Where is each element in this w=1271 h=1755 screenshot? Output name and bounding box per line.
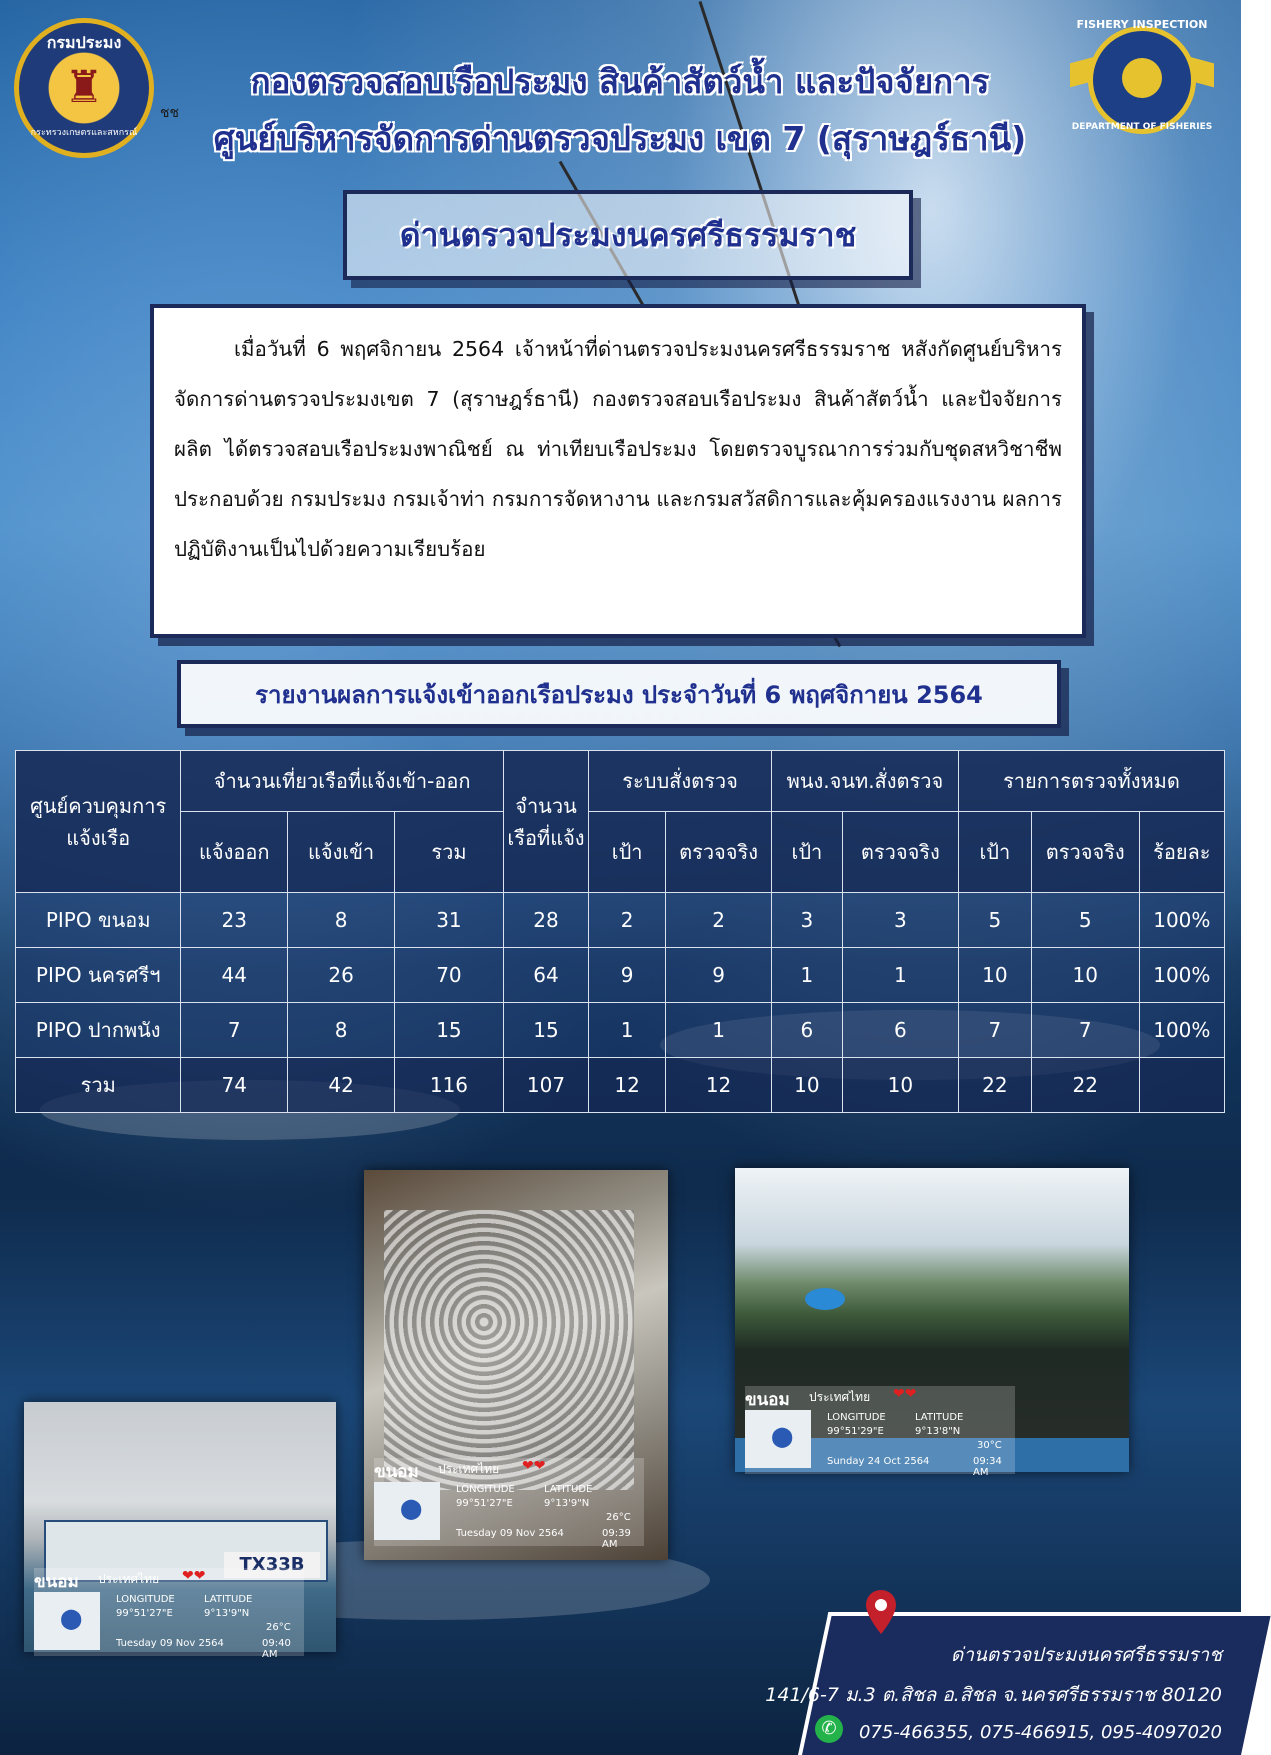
fishing-boat-photo [24, 1402, 336, 1660]
footer-contact [760, 1612, 1230, 1755]
stamp-place: ขนอม [374, 1462, 419, 1482]
office-title: ด่านตรวจประมงนครศรีธรรมราช [399, 215, 857, 254]
cell: 26 [288, 948, 395, 1003]
stamp-temp: 30°C [977, 1440, 1002, 1451]
cell-center: PIPO ปากพนัง [16, 1003, 181, 1058]
seal-emblem-icon: ♜ [64, 62, 104, 113]
stamp-lat-label: LATITUDE [544, 1484, 593, 1495]
stamp-map [374, 1482, 440, 1540]
stamp-date: Tuesday 09 Nov 2564 [456, 1528, 564, 1539]
cell: 1 [589, 1003, 666, 1058]
stamp-place: ขนอม [745, 1390, 790, 1410]
header-all-group: รายการตรวจทั้งหมด [958, 751, 1224, 812]
stamp-lat-label: LATITUDE [204, 1594, 253, 1605]
seal-top-text: กรมประมง [46, 33, 122, 52]
header-in: แจ้งเข้า [288, 812, 395, 893]
header-officer-actual: ตรวจจริง [842, 812, 958, 893]
emblem-top-text: FISHERY INSPECTION [1076, 18, 1208, 31]
header-sum: รวม [395, 812, 504, 893]
cell: 12 [589, 1058, 666, 1113]
seal-suffix-text: ชช [160, 105, 180, 121]
cell: 6 [842, 1003, 958, 1058]
header-all-actual: ตรวจจริง [1031, 812, 1139, 893]
stamp-time: 09:39 AM [602, 1528, 631, 1550]
title-line-1: กองตรวจสอบเรือประมง สินค้าสัตว์น้ำ และปัจจัยการ [250, 62, 990, 101]
heart-icon: ❤❤ [522, 1458, 546, 1474]
header-system-group: ระบบสั่งตรวจ [589, 751, 772, 812]
department-of-fisheries-seal [14, 18, 154, 158]
stamp-lon-label: LONGITUDE [827, 1412, 886, 1423]
stamp-map [745, 1410, 811, 1468]
cell: 8 [288, 1003, 395, 1058]
cell: 23 [181, 893, 288, 948]
header-system-target: เป้า [589, 812, 666, 893]
table-total-row [16, 1058, 1225, 1113]
cell: 42 [288, 1058, 395, 1113]
header-all-target: เป้า [958, 812, 1031, 893]
fish-pile [384, 1210, 634, 1490]
header-system-actual: ตรวจจริง [666, 812, 772, 893]
cell-center: PIPO นครศรีฯ [16, 948, 181, 1003]
cell: 3 [842, 893, 958, 948]
report-title-box [177, 660, 1061, 728]
cell: 107 [503, 1058, 588, 1113]
header-boats: จำนวนเรือที่แจ้ง [503, 751, 588, 893]
footer-office: ด่านตรวจประมงนครศรีธรรมราช [950, 1644, 1222, 1666]
cell: 100% [1139, 1003, 1224, 1058]
cell: 5 [958, 893, 1031, 948]
stamp-country: ประเทศไทย [98, 1572, 160, 1586]
cell: 7 [958, 1003, 1031, 1058]
cell: 116 [395, 1058, 504, 1113]
cell: 70 [395, 948, 504, 1003]
photo-geotag-stamp [34, 1568, 304, 1660]
stamp-country: ประเทศไทย [438, 1462, 500, 1476]
cell: 8 [288, 893, 395, 948]
stamp-time: 09:40 AM [262, 1638, 291, 1660]
stamp-lon: 99°51'27"E [116, 1608, 173, 1619]
photo-geotag-stamp [745, 1386, 1015, 1478]
stamp-lon: 99°51'27"E [456, 1498, 513, 1509]
office-title-box [343, 190, 913, 280]
fishing-net-photo [735, 1168, 1129, 1478]
cell: 100% [1139, 948, 1224, 1003]
footer-phones[interactable]: 075-466355, 075-466915, 095-4097020 [858, 1722, 1222, 1743]
seal-bottom-text: กระทรวงเกษตรและสหกรณ์ [30, 128, 138, 138]
heart-icon: ❤❤ [182, 1568, 206, 1584]
title-line-2: ศูนย์บริหารจัดการด่านตรวจประมง เขต 7 (สุราษฎร์ธานี) [213, 119, 1027, 158]
cell: 2 [589, 893, 666, 948]
stamp-lon: 99°51'29"E [827, 1426, 884, 1437]
header-officer-target: เป้า [771, 812, 842, 893]
cell: 9 [589, 948, 666, 1003]
table-row [16, 948, 1225, 1003]
cell: 10 [771, 1058, 842, 1113]
stamp-place: ขนอม [34, 1572, 79, 1592]
header-out: แจ้งออก [181, 812, 288, 893]
footer-address: 141/6-7 ม.3 ต.สิชล อ.สิชล จ.นครศรีธรรมราช 80120 [765, 1684, 1222, 1706]
header-trips-group: จำนวนเที่ยวเรือที่แจ้งเข้า-ออก [181, 751, 504, 812]
cell [1139, 1058, 1224, 1113]
header-percent: ร้อยละ [1139, 812, 1224, 893]
cell: 28 [503, 893, 588, 948]
stamp-lon-label: LONGITUDE [456, 1484, 515, 1495]
photo-geotag-stamp [374, 1458, 644, 1550]
cell: 1 [842, 948, 958, 1003]
stamp-time: 09:34 AM [973, 1456, 1002, 1478]
cell: 5 [1031, 893, 1139, 948]
report-title: รายงานผลการแจ้งเข้าออกเรือประมง ประจำวันที่ 6 พฤศจิกายน 2564 [255, 680, 983, 709]
report-body-box [150, 304, 1086, 638]
blue-buoy-icon [805, 1288, 845, 1310]
table-row [16, 1003, 1225, 1058]
map-pin-icon: ⬤ [400, 1496, 423, 1520]
cell: 10 [958, 948, 1031, 1003]
cell: 7 [181, 1003, 288, 1058]
cell-center: รวม [16, 1058, 181, 1113]
cell: 15 [395, 1003, 504, 1058]
table-row [16, 893, 1225, 948]
report-body-text: เมื่อวันที่ 6 พฤศจิกายน 2564 เจ้าหน้าที่ด่านตรวจประมงนครศรีธรรมราช หสังกัดศูนย์บริหารจัดการด่านตรวจประมงเขต 7 (สุราษฎร์ธานี) กองตรวจสอบเรือประมง สินค้าสัตว์น้ำ และปัจจัยการผลิต ได้ตรวจสอบเรือประมงพาณิชย์ ณ ท่าเทียบเรือประมง โดยตรวจบูรณาการร่วมกับชุดสหวิชาชีพประกอบด้วย กรมประมง กรมเจ้าท่า กรมการจัดหางาน และกรมสวัสดิการและคุ้มครองแรงงาน ผลการปฏิบัติงานเป็นไปด้วยความเรียบร้อย [174, 337, 1062, 561]
cell: 3 [771, 893, 842, 948]
stamp-lat: 9°13'9"N [544, 1498, 590, 1509]
cell: 1 [666, 1003, 772, 1058]
stamp-lon-label: LONGITUDE [116, 1594, 175, 1605]
emblem-bottom-text: DEPARTMENT OF FISHERIES [1071, 122, 1213, 132]
cell: 22 [1031, 1058, 1139, 1113]
header-officer-group: พนง.จนท.สั่งตรวจ [771, 751, 958, 812]
stamp-lat: 9°13'8"N [915, 1426, 961, 1437]
stamp-map [34, 1592, 100, 1650]
stamp-date: Sunday 24 Oct 2564 [827, 1456, 930, 1467]
heart-icon: ❤❤ [893, 1386, 917, 1402]
stamp-country: ประเทศไทย [809, 1390, 871, 1404]
cell: 10 [842, 1058, 958, 1113]
cell: 9 [666, 948, 772, 1003]
cell: 2 [666, 893, 772, 948]
cell: 15 [503, 1003, 588, 1058]
boat-registration: TX33B [224, 1552, 320, 1578]
cell: 44 [181, 948, 288, 1003]
cell: 7 [1031, 1003, 1139, 1058]
cell: 12 [666, 1058, 772, 1113]
stamp-lat-label: LATITUDE [915, 1412, 964, 1423]
cell-center: PIPO ขนอม [16, 893, 181, 948]
map-pin-icon: ⬤ [771, 1424, 794, 1448]
cell: 1 [771, 948, 842, 1003]
cell: 100% [1139, 893, 1224, 948]
notification-stats-table [15, 750, 1225, 1113]
stamp-temp: 26°C [606, 1512, 631, 1523]
cell: 74 [181, 1058, 288, 1113]
cell: 10 [1031, 948, 1139, 1003]
stamp-temp: 26°C [266, 1622, 291, 1633]
header-center: ศูนย์ควบคุมการแจ้งเรือ [16, 751, 181, 893]
emblem-center-icon [1122, 58, 1162, 98]
stamp-date: Tuesday 09 Nov 2564 [116, 1638, 224, 1649]
stamp-lat: 9°13'9"N [204, 1608, 250, 1619]
cell: 64 [503, 948, 588, 1003]
cell: 22 [958, 1058, 1031, 1113]
map-pin-icon: ⬤ [60, 1606, 83, 1630]
fish-catch-photo [364, 1170, 668, 1560]
cell: 6 [771, 1003, 842, 1058]
phone-icon: ✆ [815, 1715, 843, 1743]
cell: 31 [395, 893, 504, 948]
